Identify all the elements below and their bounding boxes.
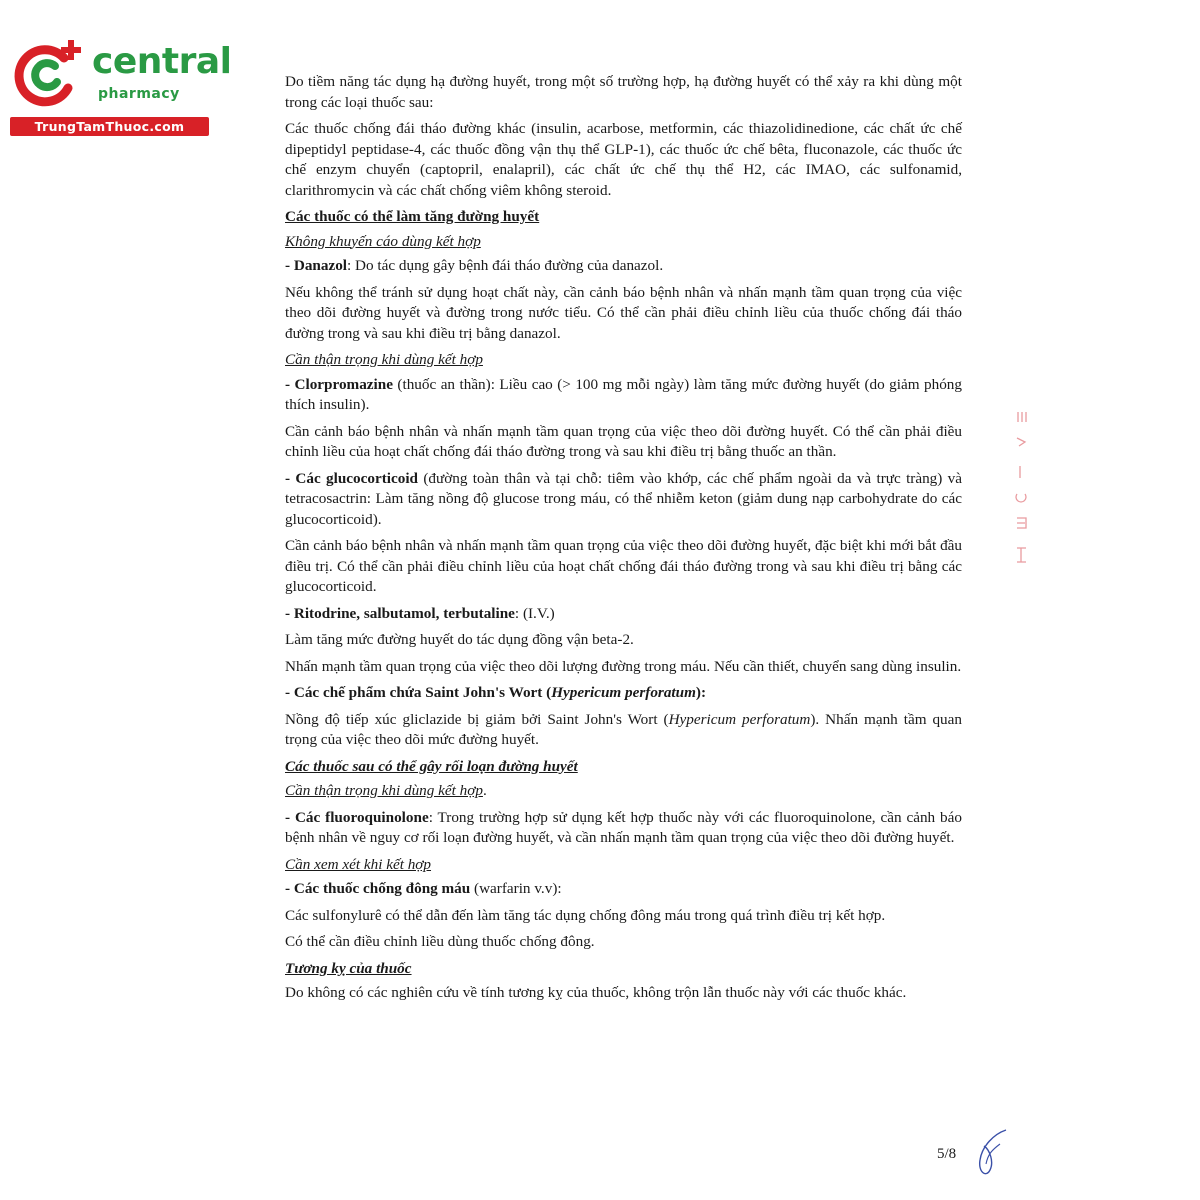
drug-entry [285, 808, 962, 849]
paragraph: Do tiềm năng tác dụng hạ đường huyết, trong một số trường hợp, hạ đường huyết có thể xảy ra khi dùng một trong các loại thuốc sau: [285, 73, 962, 111]
subsection-heading: Không khuyến cáo dùng kết hợp [285, 232, 481, 250]
paragraph: Làm tăng mức đường huyết do tác dụng đồng vận beta-2. [285, 631, 634, 648]
paragraph: Cần cảnh báo bệnh nhân và nhấn mạnh tầm quan trọng của việc theo dõi đường huyết. Có thể cần phải điều chỉnh liều của hoạt chất chống đái tháo đường trong và sau khi điều trị bằng thuốc an thần. [285, 422, 962, 460]
drug-name: - Các thuốc chống đông máu [285, 880, 471, 897]
section-heading: Các thuốc sau có thể gây rối loạn đường huyết [285, 757, 578, 775]
paragraph: Có thể cần điều chỉnh liều dùng thuốc chống đông. [285, 933, 595, 950]
subsection-heading-wrap: Cần thận trọng khi dùng kết hợp. [285, 782, 487, 799]
drug-entry [285, 469, 962, 531]
drug-entry [285, 256, 962, 277]
subsection-heading: Cần xem xét khi kết hợp [285, 855, 432, 873]
signature-icon [960, 1124, 1020, 1184]
drug-text: : Trong trường hợp sử dụng kết hợp thuốc này với các fluoroquinolone, cần cảnh báo bệnh nhân về nguy cơ rối loạn đường huyết, và cần nhấn mạnh tầm quan trọng của việc theo dõi đường huyết. [285, 808, 962, 846]
paragraph: Cần cảnh báo bệnh nhân và nhấn mạnh tầm quan trọng của việc theo dõi đường huyết, đặc biệt khi mới bắt đầu điều trị. Có thể cần phải điều chỉnh liều của hoạt chất chống đái tháo đường trong và sau khi điều trị bằng các glucocorticoid. [285, 537, 962, 595]
side-stamp-mark [1012, 408, 1032, 578]
page-number: 5/8 [937, 1146, 957, 1162]
document-body [285, 72, 962, 1010]
logo-wordmark: central [92, 41, 232, 82]
section-heading: Tương kỵ của thuốc [285, 959, 412, 977]
drug-entry [285, 879, 962, 900]
drug-entry [285, 375, 962, 416]
paragraph: Nếu không thể tránh sử dụng hoạt chất này, cần cảnh báo bệnh nhân và nhấn mạnh tầm quan trọng của việc theo dõi đường huyết và đường trong nước tiểu. Có thể cần phải điều chỉnh liều của thuốc chống đái tháo đường trong và sau khi điều trị bằng danazol. [285, 283, 962, 342]
logo-banner: TrungTamThuoc.com [10, 117, 209, 136]
drug-text: : Do tác dụng gây bệnh đái tháo đường của danazol. [347, 257, 664, 274]
drug-name: - Ritodrine, salbutamol, terbutaline [285, 604, 515, 622]
drug-text: (thuốc an thần): Liều cao (> 100 mg mỗi ngày) làm tăng mức đường huyết (do giảm phóng thích insulin). [285, 375, 962, 413]
subsection-heading: Cần thận trọng khi dùng kết hợp [285, 351, 483, 368]
paragraph: Các sulfonylurê có thể dẫn đến làm tăng tác dụng chống đông máu trong quá trình điều trị kết hợp. [285, 906, 886, 924]
central-pharmacy-logo-icon [12, 38, 88, 110]
drug-entry [285, 683, 962, 704]
paragraph: Nồng độ tiếp xúc gliclazide bị giảm bởi Saint John's Wort (Hypericum perforatum). Nhấn mạnh tầm quan trọng của việc theo dõi mức đường huyết. [285, 710, 962, 748]
paragraph: Các thuốc chống đái tháo đường khác (insulin, acarbose, metformin, các thiazolidinedione, các chất ức chế dipeptidyl peptidase-4, các thuốc đồng vận thụ thể GLP-1), các thuốc ức chế bêta, fluconazole, các thuốc ức chế enzym chuyển (captopril, enalapril), các chất ức chế thụ thể H2, các IMAO, các sulfonamid, clarithromycin và các chất chống viêm không steroid. [285, 120, 962, 199]
logo-subtitle: pharmacy [98, 86, 180, 102]
section-heading: Các thuốc có thể làm tăng đường huyết [285, 208, 540, 225]
drug-name: - Clorpromazine [285, 375, 393, 393]
drug-text: (warfarin v.v): [470, 880, 562, 897]
paragraph: Do không có các nghiên cứu về tính tương kỵ của thuốc, không trộn lẫn thuốc này với các thuốc khác. [285, 984, 907, 1001]
subsection-heading: Cần thận trọng khi dùng kết hợp [285, 782, 483, 799]
drug-name: - Các fluoroquinolone [285, 808, 429, 826]
drug-name: - Danazol [285, 257, 348, 274]
drug-text: : (I.V.) [514, 604, 555, 622]
brand-logo [10, 38, 232, 138]
paragraph: Nhấn mạnh tầm quan trọng của việc theo dõi lượng đường trong máu. Nếu cần thiết, chuyển sang dùng insulin. [285, 657, 962, 675]
drug-entry [285, 604, 962, 625]
drug-text: (đường toàn thân và tại chỗ: tiêm vào khớp, các chế phẩm ngoài da và trực tràng) và tetracosactrin: Làm tăng nồng độ glucose trong máu, có thể nhiễm keton (giảm dung nạp carbohydrate do các glucocorticoid). [285, 469, 963, 528]
drug-name: - Các glucocorticoid [285, 469, 418, 487]
drug-name: - Các chế phẩm chứa Saint John's Wort (Hypericum perforatum): [285, 684, 707, 701]
